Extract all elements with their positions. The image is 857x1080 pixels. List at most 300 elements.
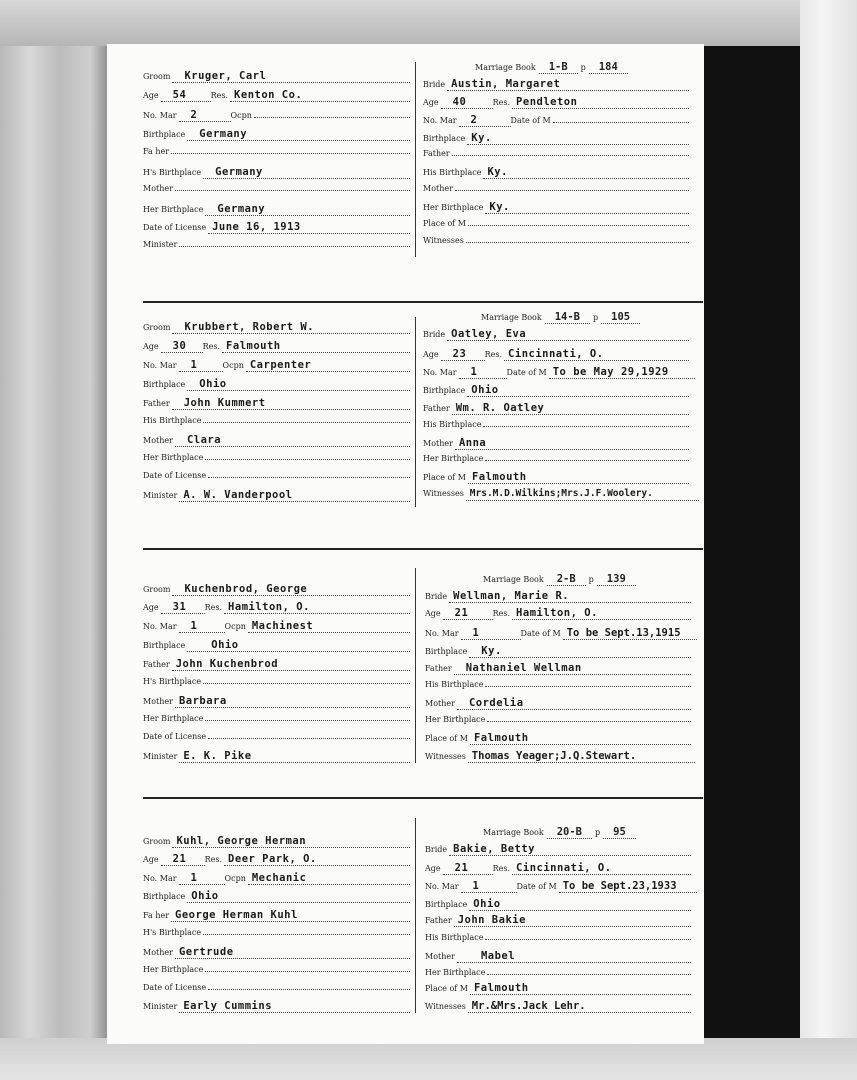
birthplace-row [425, 645, 691, 661]
father-label: Fa her [143, 147, 170, 156]
birthplace-label: Birthplace [143, 130, 186, 139]
groom-his-birthplace: Germany [203, 166, 410, 179]
res-label: Res. [210, 91, 229, 100]
date-of-license-row [143, 221, 410, 237]
minister-row [143, 489, 410, 505]
birthplace-label: Birthplace [143, 892, 186, 901]
scan-background-bottom [0, 1038, 857, 1080]
bride-place-of-m [468, 225, 689, 226]
his-birthplace-label: H's Birthplace [143, 928, 202, 937]
scan-background-top [0, 0, 857, 46]
minister-row [143, 750, 410, 766]
bride-label: Bride [425, 845, 448, 854]
place-of-m-row [425, 982, 691, 998]
marriage-book-number: 1-B [539, 61, 578, 74]
res-label: Res. [492, 864, 511, 873]
mother-label: Mother [425, 952, 455, 961]
father-row [143, 909, 410, 925]
father-label: Father [423, 404, 450, 413]
date-of-license-label: Date of License [143, 732, 207, 741]
bride-birthplace: Ky. [467, 132, 689, 145]
her-birthplace-row [143, 203, 410, 219]
groom-father: John Kuchenbrod [172, 658, 410, 671]
ocpn-label: Ocpn [224, 874, 246, 883]
bride-her-birthplace [487, 974, 691, 975]
groom-minister: Early Cummins [179, 1000, 410, 1013]
bride-father [452, 155, 689, 156]
bride-her-birthplace [485, 460, 689, 461]
groom-res: Kenton Co. [230, 89, 410, 102]
place-of-m-row [423, 219, 689, 235]
mother-row [423, 437, 689, 453]
her-birthplace-label: Her Birthplace [423, 203, 484, 212]
witnesses-row [425, 750, 695, 766]
minister-row [143, 1000, 410, 1016]
father-row [423, 149, 689, 165]
minister-label: Minister [143, 752, 178, 761]
groom-date-of-license [208, 738, 410, 739]
bride-age: 23 [441, 348, 485, 361]
mother-label: Mother [143, 184, 173, 193]
marriage-book-page: 95 [603, 826, 636, 839]
res-label: Res. [204, 603, 223, 612]
groom-age: 54 [161, 89, 211, 102]
groom-age: 21 [161, 853, 205, 866]
date-of-m-label: Date of M [516, 882, 557, 891]
groom-name: Kuhl, George Herman [172, 835, 410, 848]
ocpn-label: Ocpn [222, 361, 244, 370]
bride-name: Bakie, Betty [449, 843, 691, 856]
father-row [143, 147, 410, 163]
his-birthplace-row [425, 680, 691, 696]
page-label: p [593, 313, 599, 322]
his-birthplace-label: His Birthplace [143, 416, 202, 425]
groom-no-mar: 1 [179, 620, 225, 633]
groom-birthplace: Ohio [187, 890, 410, 903]
his-birthplace-row [143, 166, 410, 182]
father-label: Father [423, 149, 450, 158]
age-label: Age [425, 609, 441, 618]
age-label: Age [423, 98, 439, 107]
birthplace-row [423, 384, 689, 400]
record-divider [143, 301, 703, 303]
bride-witnesses [466, 242, 689, 243]
groom-birthplace: Ohio [187, 378, 410, 391]
groom-no-mar: 1 [179, 359, 223, 372]
groom-his-birthplace [203, 683, 410, 684]
witnesses-label: Witnesses [423, 489, 464, 498]
witnesses-row [423, 488, 699, 504]
bride-his-birthplace [485, 939, 691, 940]
his-birthplace-row [143, 928, 410, 944]
groom-label: Groom [143, 837, 171, 846]
father-label: Fa her [143, 911, 170, 920]
bride-label: Bride [423, 330, 446, 339]
mother-row [143, 695, 410, 711]
bride-row [425, 843, 691, 859]
groom-no-mar: 1 [179, 872, 225, 885]
groom-father [171, 153, 410, 154]
marriage-book-header [480, 826, 636, 839]
bride-name: Oatley, Eva [447, 328, 689, 341]
record-divider [143, 797, 703, 799]
her-birthplace-label: Her Birthplace [143, 453, 204, 462]
groom-father: John Kummert [172, 397, 410, 410]
bride-no-mar: 1 [461, 880, 517, 893]
mother-label: Mother [143, 436, 173, 445]
res-label: Res. [204, 855, 223, 864]
place-of-m-row [425, 732, 691, 748]
bride-row [423, 78, 689, 94]
bride-place-of-m: Falmouth [470, 982, 691, 995]
his-birthplace-label: His Birthplace [423, 168, 482, 177]
bride-mother: Anna [455, 437, 689, 450]
minister-label: Minister [143, 240, 178, 249]
bride-his-birthplace: Ky. [483, 166, 689, 179]
marriage-book-header [480, 573, 636, 586]
no-mar-row [425, 880, 697, 896]
bride-her-birthplace: Ky. [485, 201, 689, 214]
bride-res: Cincinnati, O. [504, 348, 689, 361]
no-mar-label: No. Mar [425, 629, 459, 638]
her-birthplace-label: Her Birthplace [425, 715, 486, 724]
groom-mother: Clara [175, 434, 410, 447]
no-mar-label: No. Mar [425, 882, 459, 891]
groom-row [143, 835, 410, 851]
bride-age: 21 [443, 862, 493, 875]
groom-birthplace: Ohio [187, 639, 410, 652]
marriage-book-header [478, 311, 640, 324]
father-label: Father [425, 664, 452, 673]
mother-label: Mother [423, 439, 453, 448]
bride-res: Hamilton, O. [512, 607, 691, 620]
his-birthplace-label: His Birthplace [425, 933, 484, 942]
bride-name: Austin, Margaret [447, 78, 689, 91]
bride-name: Wellman, Marie R. [449, 590, 691, 603]
no-mar-label: No. Mar [143, 111, 177, 120]
mother-label: Mother [143, 697, 173, 706]
bride-no-mar: 1 [459, 366, 507, 379]
bride-label: Bride [425, 592, 448, 601]
column-separator [415, 568, 416, 763]
mother-row [425, 950, 691, 966]
bride-place-of-m: Falmouth [468, 471, 689, 484]
groom-res: Hamilton, O. [224, 601, 410, 614]
age-res-row [143, 89, 410, 105]
minister-label: Minister [143, 491, 178, 500]
age-res-row [423, 348, 689, 364]
birthplace-row [143, 128, 410, 144]
column-separator [415, 62, 416, 257]
groom-his-birthplace [203, 934, 410, 935]
groom-mother: Barbara [175, 695, 410, 708]
groom-label: Groom [143, 585, 171, 594]
groom-row [143, 583, 410, 599]
father-row [425, 662, 691, 678]
groom-mother: Gertrude [175, 946, 410, 959]
age-res-row [425, 862, 691, 878]
her-birthplace-label: Her Birthplace [143, 965, 204, 974]
bride-birthplace: Ohio [469, 898, 691, 911]
groom-her-birthplace [205, 459, 410, 460]
groom-age: 30 [161, 340, 203, 353]
column-separator [415, 317, 416, 507]
birthplace-label: Birthplace [425, 647, 468, 656]
his-birthplace-label: H's Birthplace [143, 677, 202, 686]
her-birthplace-row [143, 965, 410, 981]
date-of-license-row [143, 471, 410, 487]
mother-label: Mother [425, 699, 455, 708]
father-label: Father [425, 916, 452, 925]
no-mar-label: No. Mar [143, 361, 177, 370]
father-row [143, 658, 410, 674]
date-of-m-label: Date of M [520, 629, 561, 638]
bride-no-mar: 2 [459, 114, 511, 127]
groom-no-mar: 2 [179, 109, 231, 122]
his-birthplace-label: H's Birthplace [143, 168, 202, 177]
marriage-book-number: 14-B [545, 311, 590, 324]
bride-mother: Mabel [457, 950, 691, 963]
witnesses-label: Witnesses [425, 1002, 466, 1011]
no-mar-label: No. Mar [423, 116, 457, 125]
birthplace-row [143, 639, 410, 655]
her-birthplace-label: Her Birthplace [423, 454, 484, 463]
groom-date-of-license: June 16, 1913 [208, 221, 410, 234]
no-mar-row [143, 109, 410, 125]
age-label: Age [143, 342, 159, 351]
age-label: Age [143, 91, 159, 100]
her-birthplace-label: Her Birthplace [425, 968, 486, 977]
her-birthplace-row [423, 201, 689, 217]
his-birthplace-row [423, 166, 689, 182]
her-birthplace-row [143, 714, 410, 730]
no-mar-row [143, 359, 410, 375]
place-of-m-label: Place of M [425, 984, 468, 993]
age-label: Age [425, 864, 441, 873]
father-row [143, 397, 410, 413]
age-label: Age [143, 855, 159, 864]
date-of-license-label: Date of License [143, 223, 207, 232]
bride-his-birthplace [485, 686, 691, 687]
bride-witnesses: Mr.&Mrs.Jack Lehr. [468, 1000, 691, 1013]
marriage-book-label: Marriage Book [475, 63, 536, 72]
groom-minister [179, 246, 410, 247]
his-birthplace-row [143, 677, 410, 693]
bride-no-mar: 1 [461, 627, 521, 640]
page-label: p [588, 575, 594, 584]
bride-date-of-m: To be Sept.13,1915 [563, 627, 697, 640]
groom-his-birthplace [203, 422, 410, 423]
bride-mother: Cordelia [457, 697, 691, 710]
his-birthplace-row [143, 416, 410, 432]
bride-res: Pendleton [512, 96, 689, 109]
bride-mother [455, 190, 689, 191]
witnesses-label: Witnesses [425, 752, 466, 761]
groom-mother [175, 190, 410, 191]
bride-father: John Bakie [454, 914, 691, 927]
no-mar-label: No. Mar [423, 368, 457, 377]
place-of-m-label: Place of M [423, 473, 466, 482]
groom-father: George Herman Kuhl [171, 909, 410, 922]
ocpn-label: Ocpn [224, 622, 246, 631]
groom-ocpn [254, 117, 410, 118]
date-of-m-label: Date of M [506, 368, 547, 377]
marriage-book-number: 20-B [547, 826, 592, 839]
birthplace-label: Birthplace [425, 900, 468, 909]
father-label: Father [143, 399, 170, 408]
age-res-row [143, 601, 410, 617]
groom-row [143, 321, 410, 337]
place-of-m-label: Place of M [425, 734, 468, 743]
groom-ocpn: Machinest [248, 620, 410, 633]
marriage-book-label: Marriage Book [481, 313, 542, 322]
groom-res: Deer Park, O. [224, 853, 410, 866]
age-res-row [423, 96, 689, 112]
date-of-license-label: Date of License [143, 983, 207, 992]
bride-label: Bride [423, 80, 446, 89]
no-mar-row [423, 114, 689, 130]
no-mar-row [425, 627, 697, 643]
bride-her-birthplace [487, 721, 691, 722]
groom-her-birthplace [205, 971, 410, 972]
father-row [425, 914, 691, 930]
his-birthplace-label: His Birthplace [423, 420, 482, 429]
res-label: Res. [202, 342, 221, 351]
bride-age: 21 [443, 607, 493, 620]
his-birthplace-row [423, 420, 689, 436]
groom-ocpn: Mechanic [248, 872, 410, 885]
her-birthplace-row [425, 715, 691, 731]
birthplace-row [143, 890, 410, 906]
no-mar-label: No. Mar [143, 874, 177, 883]
groom-birthplace: Germany [187, 128, 410, 141]
bride-place-of-m: Falmouth [470, 732, 691, 745]
birthplace-label: Birthplace [143, 641, 186, 650]
her-birthplace-row [143, 453, 410, 469]
marriage-book-label: Marriage Book [483, 828, 544, 837]
groom-her-birthplace: Germany [205, 203, 410, 216]
res-label: Res. [492, 98, 511, 107]
her-birthplace-label: Her Birthplace [143, 205, 204, 214]
groom-date-of-license [208, 477, 410, 478]
scan-background-left [0, 0, 110, 1080]
date-of-license-row [143, 983, 410, 999]
date-of-m-label: Date of M [510, 116, 551, 125]
groom-ocpn: Carpenter [246, 359, 410, 372]
mother-row [143, 184, 410, 200]
birthplace-label: Birthplace [423, 134, 466, 143]
bride-date-of-m: To be May 29,1929 [549, 366, 695, 379]
groom-her-birthplace [205, 720, 410, 721]
bride-father: Wm. R. Oatley [452, 402, 689, 415]
no-mar-label: No. Mar [143, 622, 177, 631]
marriage-book-page: 105 [601, 311, 640, 324]
marriage-book-label: Marriage Book [483, 575, 544, 584]
birthplace-row [423, 132, 689, 148]
minister-label: Minister [143, 1002, 178, 1011]
res-label: Res. [484, 350, 503, 359]
scan-background-right [800, 0, 857, 1080]
mother-row [423, 184, 689, 200]
father-label: Father [143, 660, 170, 669]
column-separator [415, 818, 416, 1013]
bride-row [425, 590, 691, 606]
bride-his-birthplace [483, 426, 689, 427]
groom-date-of-license [208, 989, 410, 990]
birthplace-row [425, 898, 691, 914]
bride-father: Nathaniel Wellman [454, 662, 691, 675]
mother-row [143, 946, 410, 962]
record-divider [143, 548, 703, 550]
groom-row [143, 70, 410, 86]
father-row [423, 402, 689, 418]
her-birthplace-row [423, 454, 689, 470]
witnesses-row [423, 236, 689, 252]
witnesses-row [425, 1000, 691, 1016]
age-res-row [425, 607, 691, 623]
age-label: Age [143, 603, 159, 612]
mother-row [425, 697, 691, 713]
groom-name: Kuchenbrod, George [172, 583, 410, 596]
minister-row [143, 240, 410, 256]
mother-label: Mother [143, 948, 173, 957]
groom-label: Groom [143, 323, 171, 332]
place-of-m-label: Place of M [423, 219, 466, 228]
place-of-m-row [423, 471, 689, 487]
marriage-book-header [472, 61, 628, 74]
no-mar-row [143, 872, 410, 888]
ocpn-label: Ocpn [230, 111, 252, 120]
her-birthplace-label: Her Birthplace [143, 714, 204, 723]
date-of-license-label: Date of License [143, 471, 207, 480]
bride-age: 40 [441, 96, 493, 109]
birthplace-label: Birthplace [423, 386, 466, 395]
bride-row [423, 328, 689, 344]
groom-name: Krubbert, Robert W. [172, 321, 410, 334]
marriage-book-page: 139 [597, 573, 636, 586]
birthplace-row [143, 378, 410, 394]
birthplace-label: Birthplace [143, 380, 186, 389]
bride-res: Cincinnati, O. [512, 862, 691, 875]
no-mar-row [143, 620, 410, 636]
age-res-row [143, 340, 410, 356]
groom-res: Falmouth [222, 340, 410, 353]
bride-date-of-m: To be Sept.23,1933 [559, 880, 697, 893]
bride-birthplace: Ky. [469, 645, 691, 658]
witnesses-label: Witnesses [423, 236, 464, 245]
bride-date-of-m [553, 122, 689, 123]
page-label: p [580, 63, 586, 72]
marriage-book-number: 2-B [547, 573, 586, 586]
groom-minister: E. K. Pike [179, 750, 410, 763]
bride-witnesses: Thomas Yeager;J.Q.Stewart. [468, 750, 695, 763]
marriage-book-page: 184 [589, 61, 628, 74]
age-res-row [143, 853, 410, 869]
groom-label: Groom [143, 72, 171, 81]
groom-age: 31 [161, 601, 205, 614]
bride-birthplace: Ohio [467, 384, 689, 397]
mother-label: Mother [423, 184, 453, 193]
page-label: p [595, 828, 601, 837]
his-birthplace-label: His Birthplace [425, 680, 484, 689]
groom-name: Kruger, Carl [172, 70, 410, 83]
bride-witnesses: Mrs.M.D.Wilkins;Mrs.J.F.Woolery. [466, 488, 699, 501]
age-label: Age [423, 350, 439, 359]
mother-row [143, 434, 410, 450]
groom-minister: A. W. Vanderpool [179, 489, 410, 502]
no-mar-row [423, 366, 695, 382]
res-label: Res. [492, 609, 511, 618]
